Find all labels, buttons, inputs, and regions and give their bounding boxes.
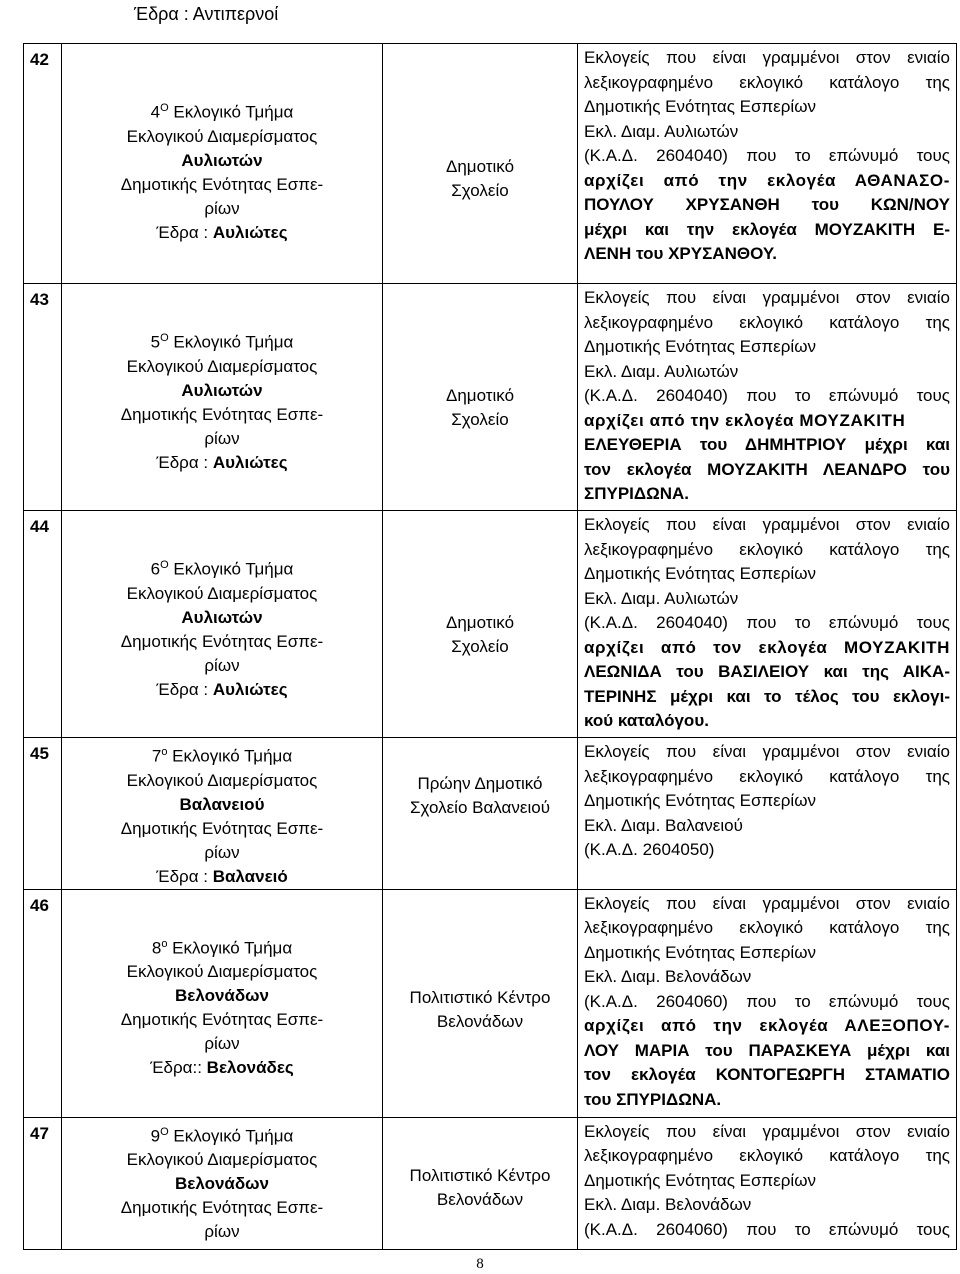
section-unit-cont: ρίων bbox=[204, 842, 240, 862]
section-place: Αυλιωτών bbox=[181, 150, 263, 170]
table-row bbox=[24, 511, 957, 738]
section-unit: Δημοτικής Ενότητας Εσπε- bbox=[120, 174, 324, 194]
desc-line: ΣΠΥΡΙΔΩΝΑ. bbox=[584, 484, 690, 503]
desc-line: Εκλογείς που είναι γραμμένοι στον ενιαίο bbox=[584, 515, 950, 534]
section-seat: Έδρα : Αυλιώτες bbox=[156, 679, 288, 699]
section-unit-cont: ρίων bbox=[204, 428, 240, 448]
desc-line: αρχίζει από την εκλογέα ΑΛΕΞΟΠΟΥ- bbox=[584, 1016, 950, 1036]
venue-cell bbox=[383, 44, 578, 284]
section-district: Εκλογικού Διαμερίσματος bbox=[126, 356, 318, 376]
section-label: Εκλογικό Τμήμα bbox=[168, 1126, 294, 1146]
section-seat: Έδρα:: Βελονάδες bbox=[150, 1058, 294, 1078]
table-row bbox=[24, 738, 957, 890]
section-label: Εκλογικό Τμήμα bbox=[168, 332, 294, 352]
desc-line: μέχρι και την εκλογέα ΜΟΥΖΑΚΙΤΗ Ε- bbox=[584, 219, 950, 239]
venue-cell bbox=[383, 1117, 578, 1249]
section-number: 7 bbox=[151, 746, 162, 766]
section-cell bbox=[62, 44, 383, 284]
section-unit-cont: ρίων bbox=[204, 198, 240, 218]
section-unit-cont: ρίων bbox=[204, 1222, 240, 1242]
venue-cell bbox=[383, 889, 578, 1117]
desc-line: (Κ.Α.Δ. 2604040) που το επώνυμό τους bbox=[584, 146, 950, 165]
section-cell bbox=[62, 738, 383, 890]
desc-line: λεξικογραφημένο εκλογικό κατάλογο της bbox=[584, 72, 950, 92]
section-cell bbox=[62, 889, 383, 1117]
desc-line: (Κ.Α.Δ. 2604050) bbox=[584, 840, 715, 859]
desc-line: (Κ.Α.Δ. 2604060) που το επώνυμό τους bbox=[584, 1219, 950, 1239]
desc-line: αρχίζει από την εκλογέα ΜΟΥΖΑΚΙΤΗ bbox=[584, 410, 906, 430]
desc-line: λεξικογραφημένο εκλογικό κατάλογο της bbox=[584, 312, 950, 332]
desc-line: αρχίζει από τον εκλογέα ΜΟΥΖΑΚΙΤΗ bbox=[584, 637, 950, 657]
section-number: 9 bbox=[150, 1126, 161, 1146]
desc-line: (Κ.Α.Δ. 2604040) που το επώνυμό τους bbox=[584, 386, 950, 405]
description-cell bbox=[578, 284, 957, 511]
section-district: Εκλογικού Διαμερίσματος bbox=[126, 962, 318, 982]
desc-line: Δημοτικής Ενότητας Εσπερίων bbox=[584, 1170, 816, 1190]
venue-line: Δημοτικό bbox=[445, 157, 515, 176]
desc-line: ΠΟΥΛΟΥ ΧΡΥΣΑΝΘΗ του ΚΩΝ/ΝΟΥ bbox=[584, 195, 950, 214]
section-unit: Δημοτικής Ενότητας Εσπε- bbox=[120, 1198, 324, 1218]
section-district: Εκλογικού Διαμερίσματος bbox=[126, 126, 318, 146]
venue-cell bbox=[383, 738, 578, 890]
venue-line: Σχολείο Βαλανειού bbox=[410, 798, 550, 817]
section-unit-cont: ρίων bbox=[204, 1034, 240, 1054]
section-place: Βελονάδων bbox=[174, 1174, 269, 1194]
section-number: 4 bbox=[150, 102, 161, 122]
desc-line: ΛΕΝΗ του ΧΡΥΣΑΝΘΟΥ. bbox=[584, 244, 778, 263]
description-cell bbox=[578, 44, 957, 284]
table-row bbox=[24, 1117, 957, 1249]
venue-line: Δημοτικό bbox=[445, 613, 515, 632]
desc-line: Εκλ. Διαμ. Βαλανειού bbox=[584, 815, 743, 835]
desc-line: ΤΕΡΙΝΗΣ μέχρι και το τέλος του εκλογι- bbox=[584, 686, 950, 706]
table-row bbox=[24, 44, 957, 284]
desc-line: Δημοτικής Ενότητας Εσπερίων bbox=[584, 942, 816, 962]
venue-cell bbox=[383, 284, 578, 511]
venue-line: Πολιτιστικό Κέντρο bbox=[409, 987, 551, 1007]
table-row bbox=[24, 284, 957, 511]
description-cell bbox=[578, 738, 957, 890]
desc-line: Εκλογείς που είναι γραμμένοι στον ενιαίο bbox=[584, 742, 950, 761]
section-unit: Δημοτικής Ενότητας Εσπε- bbox=[120, 631, 324, 651]
desc-line: Εκλογείς που είναι γραμμένοι στον ενιαίο bbox=[584, 48, 950, 67]
page-number: 8 bbox=[476, 1256, 484, 1272]
section-seat: Έδρα : Αυλιώτες bbox=[156, 452, 288, 472]
ordinal-sup: Ο bbox=[160, 1125, 169, 1138]
desc-line: λεξικογραφημένο εκλογικό κατάλογο της bbox=[584, 1146, 950, 1166]
desc-line: του ΣΠΥΡΙΔΩΝΑ. bbox=[584, 1089, 722, 1109]
desc-line: Εκλ. Διαμ. Αυλιωτών bbox=[584, 361, 739, 381]
section-district: Εκλογικού Διαμερίσματος bbox=[126, 770, 318, 790]
desc-line: ΛΕΩΝΙΔΑ του ΒΑΣΙΛΕΙΟΥ και της ΑΙΚΑ- bbox=[584, 662, 950, 681]
ordinal-sup: ο bbox=[161, 746, 168, 758]
venue-cell bbox=[383, 511, 578, 738]
row-number: 42 bbox=[24, 44, 62, 284]
section-place: Αυλιωτών bbox=[181, 380, 263, 400]
desc-line: Εκλογείς που είναι γραμμένοι στον ενιαίο bbox=[584, 288, 950, 307]
desc-line: λεξικογραφημένο εκλογικό κατάλογο της bbox=[584, 918, 950, 938]
desc-line: Εκλ. Διαμ. Αυλιωτών bbox=[584, 121, 739, 141]
row-number: 47 bbox=[24, 1117, 62, 1249]
desc-line: αρχίζει από την εκλογέα ΑΘΑΝΑΣΟ- bbox=[584, 170, 950, 190]
header-seat-line: Έδρα : Αντιπερνοί bbox=[134, 4, 279, 24]
desc-line: Δημοτικής Ενότητας Εσπερίων bbox=[584, 791, 816, 810]
ordinal-sup: Ο bbox=[160, 559, 169, 571]
desc-line: Εκλογείς που είναι γραμμένοι στον ενιαίο bbox=[584, 893, 950, 913]
desc-line: κού καταλόγου. bbox=[584, 711, 709, 730]
ordinal-sup: Ο bbox=[160, 102, 169, 114]
ordinal-sup: Ο bbox=[160, 332, 169, 344]
section-place: Βελονάδων bbox=[174, 986, 269, 1006]
desc-line: Εκλ. Διαμ. Βελονάδων bbox=[584, 967, 752, 987]
section-place: Βαλανειού bbox=[179, 794, 265, 814]
venue-line: Σχολείο bbox=[451, 181, 509, 200]
venue-line: Πολιτιστικό Κέντρο bbox=[409, 1165, 551, 1185]
table-row bbox=[24, 889, 957, 1117]
section-cell bbox=[62, 284, 383, 511]
row-number: 44 bbox=[24, 511, 62, 738]
section-seat: Έδρα : Βαλανειό bbox=[156, 866, 288, 886]
row-number: 45 bbox=[24, 738, 62, 890]
description-cell bbox=[578, 889, 957, 1117]
desc-line: τον εκλογέα ΚΟΝΤΟΓΕΩΡΓΗ ΣΤΑΜΑΤΙΟ bbox=[584, 1065, 950, 1085]
venue-line: Βελονάδων bbox=[436, 1011, 524, 1031]
section-unit: Δημοτικής Ενότητας Εσπε- bbox=[120, 404, 324, 424]
row-number: 46 bbox=[24, 889, 62, 1117]
section-unit-cont: ρίων bbox=[204, 655, 240, 675]
section-place: Αυλιωτών bbox=[181, 607, 263, 627]
section-unit: Δημοτικής Ενότητας Εσπε- bbox=[120, 1010, 324, 1030]
desc-line: ΕΛΕΥΘΕΡΙΑ του ΔΗΜΗΤΡΙΟΥ μέχρι και bbox=[584, 435, 950, 454]
desc-line: Δημοτικής Ενότητας Εσπερίων bbox=[584, 564, 816, 583]
section-label: Εκλογικό Τμήμα bbox=[167, 938, 293, 958]
section-unit: Δημοτικής Ενότητας Εσπε- bbox=[120, 818, 324, 838]
section-seat: Έδρα : Αυλιώτες bbox=[156, 222, 288, 242]
venue-line: Βελονάδων bbox=[436, 1189, 524, 1209]
ordinal-sup: ο bbox=[161, 937, 168, 950]
venue-line: Σχολείο bbox=[451, 410, 509, 429]
description-cell bbox=[578, 511, 957, 738]
desc-line: Εκλ. Διαμ. Αυλιωτών bbox=[584, 588, 739, 608]
section-label: Εκλογικό Τμήμα bbox=[168, 102, 294, 122]
section-label: Εκλογικό Τμήμα bbox=[168, 559, 294, 579]
desc-line: λεξικογραφημένο εκλογικό κατάλογο της bbox=[584, 766, 950, 786]
description-cell bbox=[578, 1117, 957, 1249]
section-label: Εκλογικό Τμήμα bbox=[167, 746, 293, 766]
desc-line: Εκλ. Διαμ. Βελονάδων bbox=[584, 1195, 752, 1215]
section-district: Εκλογικού Διαμερίσματος bbox=[126, 583, 318, 603]
desc-line: ΛΟΥ ΜΑΡΙΑ του ΠΑΡΑΣΚΕΥΑ μέχρι και bbox=[584, 1040, 950, 1060]
section-district: Εκλογικού Διαμερίσματος bbox=[126, 1150, 318, 1170]
section-number: 6 bbox=[150, 559, 161, 579]
desc-line: Δημοτικής Ενότητας Εσπερίων bbox=[584, 337, 816, 356]
desc-line: τον εκλογέα ΜΟΥΖΑΚΙΤΗ ΛΕΑΝΔΡΟ του bbox=[584, 459, 950, 479]
venue-line: Δημοτικό bbox=[445, 386, 515, 405]
section-cell bbox=[62, 511, 383, 738]
desc-line: Δημοτικής Ενότητας Εσπερίων bbox=[584, 97, 816, 116]
section-number: 8 bbox=[151, 938, 162, 958]
desc-line: Εκλογείς που είναι γραμμένοι στον ενιαίο bbox=[584, 1121, 950, 1141]
desc-line: (Κ.Α.Δ. 2604040) που το επώνυμό τους bbox=[584, 613, 950, 632]
desc-line: λεξικογραφημένο εκλογικό κατάλογο της bbox=[584, 539, 950, 559]
venue-line: Σχολείο bbox=[451, 637, 509, 656]
desc-line: (Κ.Α.Δ. 2604060) που το επώνυμό τους bbox=[584, 991, 950, 1011]
section-cell bbox=[62, 1117, 383, 1249]
venue-line: Πρώην Δημοτικό bbox=[417, 774, 543, 793]
section-number: 5 bbox=[150, 332, 161, 352]
row-number: 43 bbox=[24, 284, 62, 511]
polling-sections-table bbox=[23, 43, 957, 1250]
